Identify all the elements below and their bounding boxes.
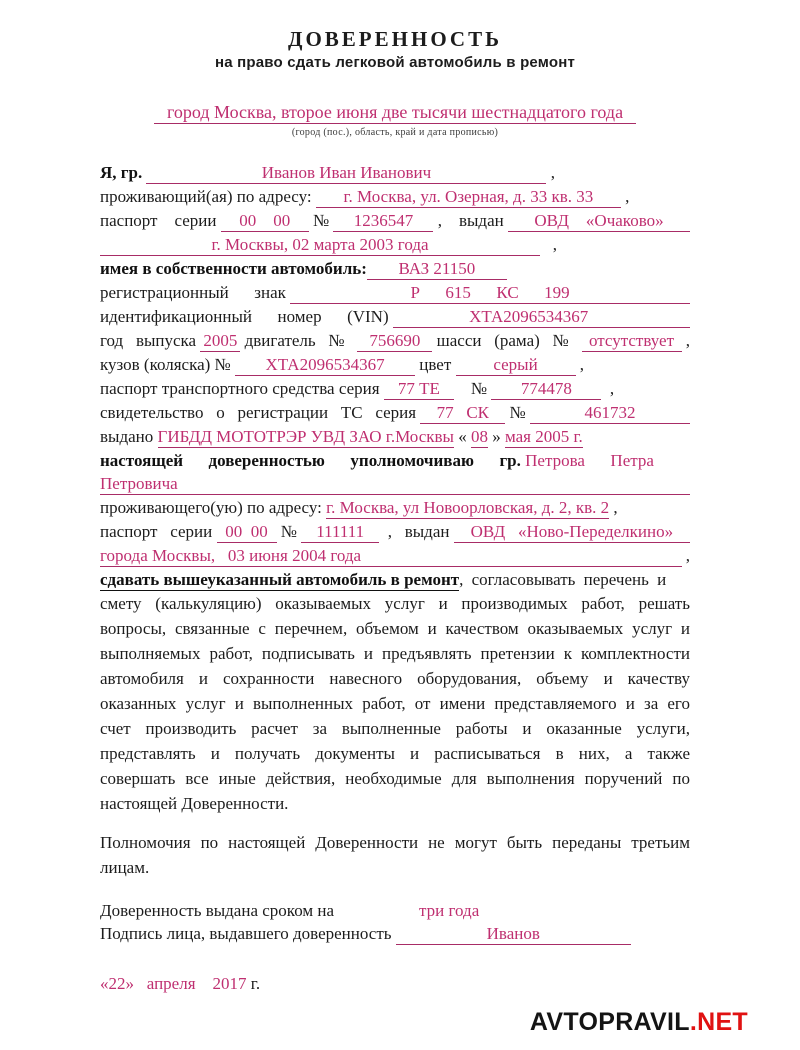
line-signature-seg-0: Подпись лица, выдавшего доверенность (100, 924, 396, 943)
line-signature (100, 923, 690, 945)
line-validity (100, 900, 690, 921)
line-signature-seg-1: Иванов (396, 923, 631, 945)
line-agent-address-seg-0: проживающего(ую) по адресу: (100, 498, 327, 517)
line-powers-8 (100, 743, 690, 764)
line-reg-plate-seg-0: регистрационный знак (100, 283, 291, 302)
line-agent-passport-seg-0: паспорт серии (100, 522, 217, 541)
line-no-delegation-1-seg-0: Полномочия по настоящей Доверенности не могут быть переданы третьим (100, 833, 690, 852)
line-sts-seg-3: 461732 (530, 402, 690, 424)
line-agent-name-seg-0: настоящей доверенностью уполномочиваю гр. (100, 451, 526, 470)
line-powers-3-seg-0: вопросы, связанные с перечнем, объемом и качеством оказываемых услуг и (100, 619, 690, 638)
line-body-color-seg-0: кузов (коляска) № (100, 355, 236, 374)
line-principal-name-seg-1: Иванов Иван Иванович (146, 162, 546, 184)
line-sts-issued-seg-3: 08 (470, 427, 488, 446)
line-validity-seg-1 (334, 900, 419, 921)
line-principal-passport-seg-4: , выдан (433, 211, 508, 230)
line-principal-address (100, 186, 690, 208)
line-principal-passport-seg-3: 1236547 (333, 210, 433, 232)
line-agent-passport-seg-5: ОВД «Ново-Переделкино» (454, 521, 690, 543)
line-agent-name-2-seg-0: Петровича (100, 473, 690, 495)
line-year-engine-seg-5: отсутствует (582, 330, 682, 352)
line-principal-passport-seg-0: паспорт серии (100, 211, 221, 230)
line-vin-seg-0: идентификационный номер (VIN) (100, 307, 393, 326)
line-principal-address-seg-2: , (620, 187, 630, 206)
document-subtitle: на право сдать легковой автомобиль в ремонт (214, 54, 576, 71)
line-powers-5-seg-0: автомобиля и сохранности навесного оборудования, объему и качеству (100, 669, 690, 688)
line-powers-9 (100, 768, 690, 789)
line-sts-issued-seg-5: мая 2005 г. (504, 427, 583, 446)
line-validity-seg-0: Доверенность выдана сроком на (100, 901, 335, 920)
document-body (100, 162, 690, 994)
line-car-model (100, 258, 690, 280)
line-sts (100, 402, 690, 424)
line-powers-8-seg-0: представлять и получать документы и расписываться в них, а также (100, 744, 690, 763)
line-pts-seg-1: 77 ТЕ (384, 378, 454, 400)
line-powers-7 (100, 718, 690, 739)
line-no-delegation-2-seg-0: лицам. (100, 858, 150, 877)
line-powers-5 (100, 668, 690, 689)
site-watermark-tld: .NET (689, 1008, 748, 1036)
line-no-delegation-2 (100, 857, 690, 878)
city-date-text: город Москва, второе июня две тысячи шестнадцатого года (166, 102, 624, 122)
line-agent-passport-seg-4: , выдан (379, 522, 454, 541)
line-powers-4-seg-0: выполняемых работ, подписывать и предъявлять претензии к комплектности (100, 644, 690, 663)
line-agent-address (100, 497, 690, 519)
line-sts-issued (100, 426, 690, 448)
line-sts-issued-seg-2: « (453, 427, 471, 446)
line-powers-10 (100, 793, 690, 814)
line-principal-name (100, 162, 690, 184)
line-date-seg-5: г. (246, 974, 261, 993)
line-agent-name-seg-1: Петрова Петра (525, 451, 654, 470)
line-principal-address-seg-0: проживающий(ая) по адресу: (100, 187, 316, 206)
line-validity-seg-2: три года (419, 901, 480, 920)
site-watermark-name: AVTOPRAVIL (529, 1008, 690, 1036)
line-agent-name-2 (100, 473, 690, 495)
line-principal-address-seg-1: г. Москва, ул. Озерная, д. 33 кв. 33 (316, 186, 621, 208)
line-year-engine-seg-0: год выпуска (100, 331, 201, 350)
line-sts-seg-0: свидетельство о регистрации ТС серия (100, 403, 421, 422)
line-year-engine (100, 330, 690, 352)
line-principal-passport-issued-seg-1: , (540, 235, 557, 254)
city-date-line (154, 101, 636, 124)
line-vin-seg-1: ХТА2096534367 (393, 306, 690, 328)
line-car-model-seg-0: имея в собственности автомобиль: (100, 259, 367, 278)
line-pts-seg-0: паспорт транспортного средства серия (100, 379, 384, 398)
site-watermark (530, 1008, 748, 1036)
document-title: ДОВЕРЕННОСТЬ (288, 27, 502, 51)
line-year-engine-seg-1: 2005 (200, 330, 240, 352)
line-pts-seg-3: 774478 (491, 378, 601, 400)
line-vin (100, 306, 690, 328)
line-sts-issued-seg-0: выдано (100, 427, 158, 446)
line-date-seg-0: «22» (100, 974, 134, 993)
line-year-engine-seg-3: 756690 (357, 330, 432, 352)
line-sts-issued-seg-4: » (487, 427, 505, 446)
line-date-seg-2: апреля (146, 974, 196, 993)
line-agent-passport (100, 521, 690, 543)
line-principal-passport-seg-5: ОВД «Очаково» (508, 210, 690, 232)
line-body-color-seg-3: серый (456, 354, 576, 376)
line-year-engine-seg-4: шасси (рама) № (432, 331, 582, 350)
line-agent-passport-issued-seg-0: города Москвы, 03 июня 2004 года (100, 545, 682, 567)
line-agent-passport-seg-1: 00 00 (217, 521, 277, 543)
line-principal-name-seg-2: , (546, 163, 555, 182)
line-year-engine-seg-6: , (681, 331, 690, 350)
line-powers-lead-seg-0: сдавать вышеуказанный автомобиль в ремонт (100, 570, 460, 589)
line-powers-lead (100, 569, 690, 591)
line-agent-passport-seg-2: № (276, 522, 302, 541)
line-sts-issued-seg-1: ГИБДД МОТОТРЭР УВД ЗАО г.Москвы (157, 427, 454, 446)
line-powers-7-seg-0: счет производить расчет за выполненные работы и оказанные услуги, (100, 719, 690, 738)
line-powers-2-seg-0: смету (калькуляцию) оказываемых услуг и производимых работ, решать (100, 594, 690, 613)
line-pts (100, 378, 690, 400)
line-no-delegation-1 (100, 832, 690, 853)
line-body-color-seg-4: , (575, 355, 585, 374)
line-body-color (100, 354, 690, 376)
line-body-color-seg-2: цвет (415, 355, 456, 374)
line-powers-lead-seg-1: , согласовывать перечень и (459, 570, 667, 589)
line-agent-passport-seg-3: 111111 (301, 521, 379, 543)
line-agent-address-seg-2: , (609, 498, 618, 517)
line-year-engine-seg-2: двигатель № (240, 331, 358, 350)
line-principal-passport-seg-2: № (308, 211, 334, 230)
line-car-model-seg-1: ВАЗ 21150 (367, 258, 507, 280)
line-powers-3 (100, 618, 690, 639)
line-date-seg-3 (196, 973, 213, 994)
line-body-color-seg-1: ХТА2096534367 (235, 354, 415, 376)
line-date-seg-4: 2017 (212, 974, 247, 993)
line-agent-passport-issued (100, 545, 690, 567)
line-reg-plate-seg-1: Р 615 КС 199 (290, 282, 690, 304)
line-agent-passport-issued-seg-1: , (681, 546, 690, 565)
line-agent-name (100, 450, 690, 471)
line-powers-6-seg-0: оказанных услуг и выполненных работ, от имени представляемого и за его (100, 694, 690, 713)
line-powers-9-seg-0: совершать все иные действия, необходимые для выполнения поручений по (100, 769, 690, 788)
line-pts-seg-4: , (601, 379, 615, 398)
line-powers-2 (100, 593, 690, 614)
line-date (100, 973, 690, 994)
line-powers-10-seg-0: настоящей Доверенности. (100, 794, 289, 813)
line-principal-passport-seg-1: 00 00 (221, 210, 309, 232)
line-principal-passport-issued (100, 234, 690, 256)
line-pts-seg-2: № (453, 379, 492, 398)
line-reg-plate (100, 282, 690, 304)
line-principal-name-seg-0: Я, гр. (100, 163, 147, 182)
line-powers-4 (100, 643, 690, 664)
line-principal-passport-issued-seg-0: г. Москвы, 02 марта 2003 года (100, 234, 540, 256)
line-powers-6 (100, 693, 690, 714)
line-principal-passport (100, 210, 690, 232)
line-sts-seg-1: 77 СК (420, 402, 505, 424)
line-sts-seg-2: № (505, 403, 531, 422)
line-agent-address-seg-1: г. Москва, ул Новоорловская, д. 2, кв. 2 (326, 498, 610, 517)
city-date-caption: (город (пос.), область, край и дата прописью) (291, 127, 499, 138)
line-date-seg-1 (134, 973, 147, 994)
